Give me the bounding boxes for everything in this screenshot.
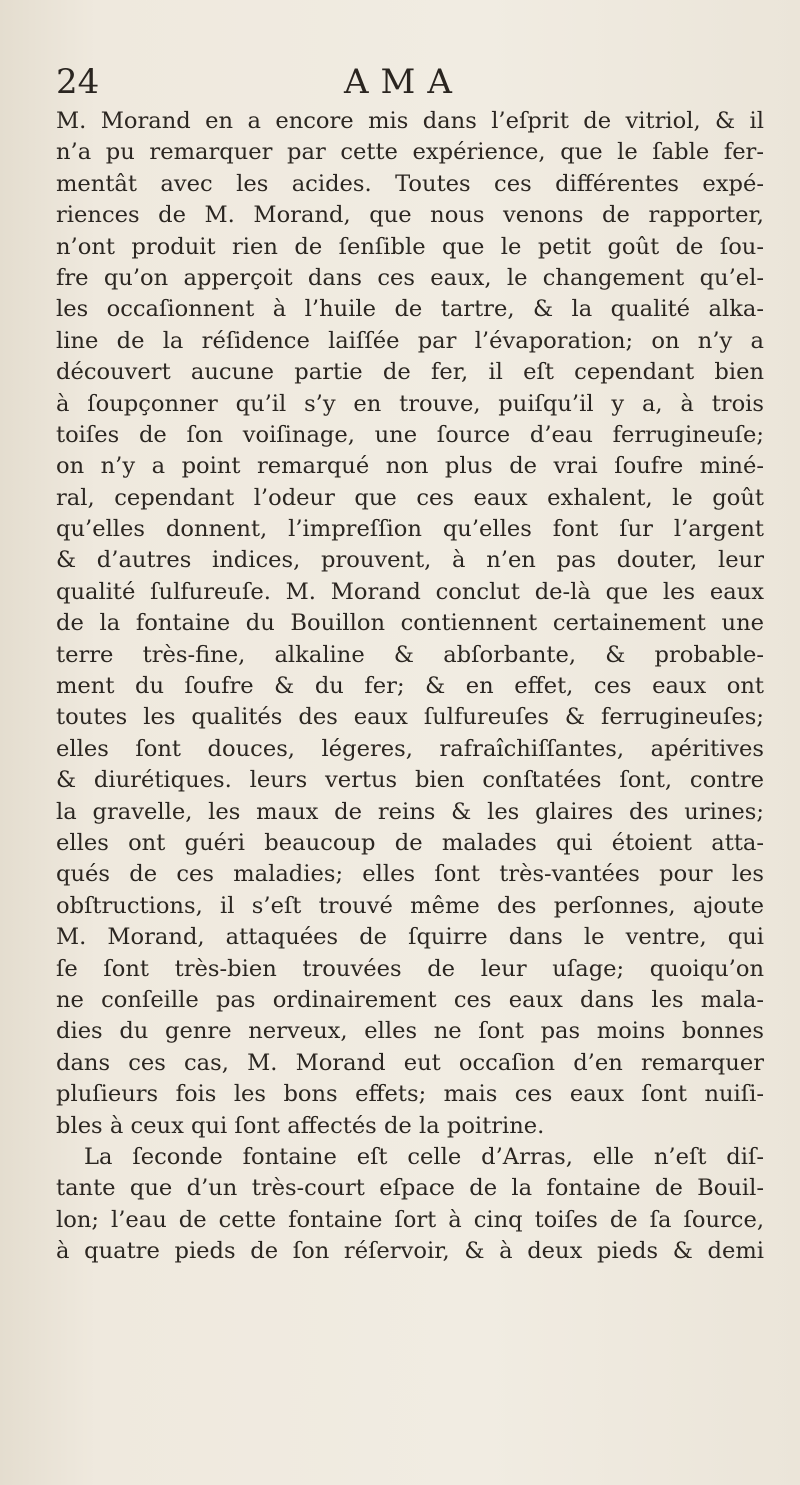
text-line: découvert aucune partie de fer, il eſt cependant bien: [56, 359, 764, 386]
text-line: bles à ceux qui ſont affectés de la poitrine.: [56, 1112, 545, 1139]
text-line: mentât avec les acides. Toutes ces différentes expé-: [56, 170, 764, 197]
page-header: [56, 62, 766, 106]
text-line: n’ont produit rien de ſenſible que le petit goût de ſou-: [56, 233, 764, 260]
text-line: M. Morand en a encore mis dans l’eſprit de vitriol, & il: [56, 108, 764, 134]
text-line: dies du genre nerveux, elles ne ſont pas moins bonnes: [56, 1018, 764, 1045]
text-line: à quatre pieds de ſon réſervoir, & à deux pieds & demi: [56, 1238, 764, 1265]
text-line: & diurétiques. leurs vertus bien conſtatées ſont, contre: [56, 767, 764, 794]
text-line: à ſoupçonner qu’il s’y en trouve, puiſqu’il y a, à trois: [56, 390, 764, 417]
text-line: ne conſeille pas ordinairement ces eaux dans les mala-: [56, 986, 764, 1013]
text-line: n’a pu remarquer par cette expérience, que le ſable fer-: [56, 139, 764, 166]
text-line: lon; l’eau de cette fontaine ſort à cinq toiſes de ſa ſource,: [56, 1206, 764, 1233]
text-line: tante que d’un très-court eſpace de la fontaine de Bouil-: [56, 1175, 764, 1202]
text-line: qu’elles donnent, l’impreſſion qu’elles font ſur l’argent: [56, 516, 764, 543]
page-number: 24: [56, 62, 100, 102]
text-line: elles ont guéri beaucoup de malades qui étoient atta-: [56, 829, 764, 856]
text-line: terre très-fine, alkaline & abſorbante, & probable-: [56, 641, 764, 668]
text-line: obſtructions, il s’eſt trouvé même des perſonnes, ajoute: [56, 892, 764, 919]
text-line: elles ſont douces, légeres, rafraîchiſſantes, apéritives: [56, 735, 764, 762]
text-line: fre qu’on apperçoit dans ces eaux, le changement qu’el-: [56, 264, 764, 291]
text-line: qualité ſulfureuſe. M. Morand conclut de-là que les eaux: [56, 578, 764, 605]
text-line: toiſes de ſon voiſinage, une ſource d’eau ferrugineuſe;: [56, 421, 764, 448]
body-text: [56, 106, 764, 1267]
paragraph-start-line: La ſeconde fontaine eſt celle d’Arras, elle n’eſt diſ-: [84, 1143, 764, 1170]
text-line: ment du ſoufre & du fer; & en effet, ces eaux ont: [56, 673, 764, 700]
text-line: line de la réſidence laiſſée par l’évaporation; on n’y a: [56, 327, 764, 354]
running-head: AMA: [344, 62, 464, 102]
text-line: les occaſionnent à l’huile de tartre, & la qualité alka-: [56, 296, 764, 323]
text-line: on n’y a point remarqué non plus de vrai ſoufre miné-: [56, 453, 764, 480]
text-line: la gravelle, les maux de reins & les glaires des urines;: [56, 798, 764, 825]
text-line: M. Morand, attaquées de ſquirre dans le ventre, qui: [56, 924, 764, 951]
text-line: ral, cependant l’odeur que ces eaux exhalent, le goût: [56, 484, 764, 511]
text-line: ſe ſont très-bien trouvées de leur uſage; quoiqu’on: [56, 955, 764, 982]
text-line: qués de ces maladies; elles ſont très-vantées pour les: [56, 861, 764, 888]
text-line: riences de M. Morand, que nous venons de rapporter,: [56, 202, 764, 229]
text-line: dans ces cas, M. Morand eut occaſion d’en remarquer: [56, 1049, 764, 1076]
text-line: toutes les qualités des eaux ſulfureuſes & ferrugineuſes;: [56, 704, 764, 731]
text-line: & d’autres indices, prouvent, à n’en pas douter, leur: [56, 547, 764, 574]
text-line: pluſieurs fois les bons effets; mais ces eaux ſont nuiſi-: [56, 1081, 764, 1108]
text-line: de la fontaine du Bouillon contiennent certainement une: [56, 610, 764, 637]
